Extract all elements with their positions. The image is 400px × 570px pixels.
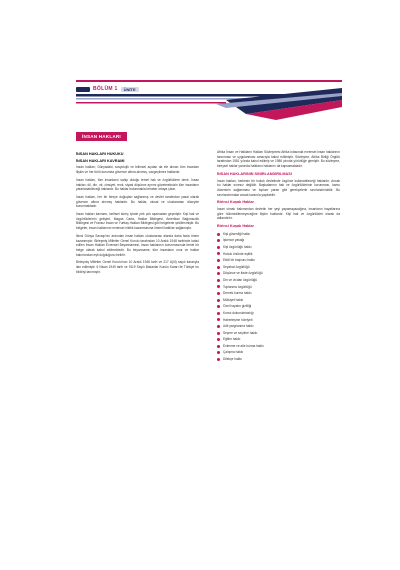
list-item: Adil yargılanma hakkı: [217, 323, 340, 330]
chapter-tag: ÜNİTE: [121, 87, 139, 92]
list-item: Özel hayatın gizliliği: [217, 303, 340, 310]
bullet-icon: [217, 305, 220, 308]
bullet-icon: [217, 239, 220, 242]
chapter-number: BÖLÜM 1: [93, 86, 118, 92]
heading-rights-list: Birinci Kuşak Haklar: [217, 224, 254, 229]
paragraph: Birleşmiş Milletler Genel Kurulu'nun 10 Aralık 1948 tarih ve 217 A(III) sayılı kararıyla ilan edilmiştir. 6 Nisan 1949 tarih ve 9119 Sayılı Bakanlar Kurulu Kararı ile Türkiye bu bildiriyi tanımıştır.: [76, 260, 199, 274]
intro-paragraph: Afrika İnsan ve Halkların Hakları Sözleşmesi Afrika kıtasında evrensel insan haklarının tanınması ve uygulanması amacıyla kabul edilmiştir. Sözleşme, Afrika Birliği Örgütü tarafından 1981 yılında kabul edilmiş ve 1986 yılında yürürlüğe girmiştir. Bu sözleşme, bireysel haklar yanında halkların haklarını da kapsamaktadır.: [217, 150, 340, 169]
bullet-icon: [217, 292, 220, 295]
list-item: Konut dokunulmazlığı: [217, 310, 340, 317]
bullet-icon: [217, 246, 220, 249]
bullet-icon: [217, 345, 220, 348]
left-column: [76, 150, 199, 277]
paragraph: İkinci Dünya Savaşı'nın ardından insan hakları uluslararası alanda daha fazla önem kazanmıştır. Birleşmiş Milletler Genel Kurulu tarafından 10 Aralık 1948 tarihinde kabul edilen İnsan Hakları Evrensel Beyannamesi, insan haklarının korunmasında temel bir belge olarak kabul edilmektedir. Bu beyanname, tüm insanların onur ve haklar bakımından eşit doğduğunu belirtir.: [76, 233, 199, 257]
paragraph: İnsan hakları, her bir bireye doğuştan sağlanmış ve devlet tarafından yasal olarak güvence altına alınmış haklardır. Bu haklar, ulusal ve uluslararası düzeyde korunmaktadır.: [76, 194, 199, 209]
bullet-icon: [217, 332, 220, 335]
bullet-icon: [217, 259, 220, 262]
list-item: Etkili bir başvuru hakkı: [217, 257, 340, 264]
list-item: Toplanma özgürlüğü: [217, 284, 340, 291]
first-generation-paragraph: İnsan olmak bakımından devletin her şeyi yapamayacağına, insanların hayatlarına göre hükmedilemeyeceğine ilişkin haklardır. Kişi hak ve özgürlükleri olarak da adlandırılır.: [217, 207, 340, 221]
section-title-bar: [76, 132, 127, 141]
chapter-label: [76, 86, 139, 92]
list-item: Evlenme ve aile kurma hakkı: [217, 343, 340, 350]
bullet-icon: [217, 338, 220, 341]
list-item: Kişi güvenliği hakkı: [217, 231, 340, 238]
paragraph: İnsan hakları; Dünyadaki, sosyolojik ve bilimsel açıdan da ele alınan tüm insanları ilişkin ve her türlü durumda güvence altına alınmış, vazgeçilmez haklardır.: [76, 165, 199, 175]
rights-list: [217, 231, 340, 363]
bullet-icon: [217, 285, 220, 288]
heading-human-rights-law: İNSAN HAKLARI HUKUKU: [76, 152, 124, 156]
bullet-icon: [217, 358, 220, 361]
textbook-page: [76, 80, 342, 470]
list-item: Hukuk önünde eşitlik: [217, 251, 340, 258]
bullet-icon: [217, 252, 220, 255]
list-item: Mülkiyet hakkı: [217, 297, 340, 304]
bullet-icon: [217, 299, 220, 302]
page-header: [76, 80, 342, 120]
list-item: Haberleşme hürriyeti: [217, 317, 340, 324]
paragraph: İnsan hakları, tüm insanların sahip olduğu temel hak ve özgürlüklere denir. İnsan hakları; dil, din, ırk, cinsiyet, renk, siyasi düşünce ayrımı gözetmeksizin tüm insanların yararlanabileceği haklardır. Bu haklar bulunmakla beraber ortaya çıkar.: [76, 177, 199, 192]
bullet-icon: [217, 312, 220, 315]
limitations-paragraph: İnsan hakları, herkesin bir hukuk devletinde özgürce kullanabileceği haklardır. Ancak bu haklar sınırsız değildir. Başkalarının hak ve özgürlüklerinin korunması, kamu düzeninin sağlanması ve toplum yararı gibi gerekçelerle sınırlandırılabilir. Bu sınırlandırmalar ancak kanunla yapılabilir.: [217, 178, 340, 197]
list-item: Dilekçe hakkı: [217, 356, 340, 363]
list-item: Çalışma hakkı: [217, 350, 340, 357]
right-column: [217, 150, 340, 363]
bullet-icon: [217, 272, 220, 275]
list-item: İşkence yasağı: [217, 237, 340, 244]
bullet-icon: [217, 266, 220, 269]
section-title: İNSAN HAKLARI: [82, 134, 121, 139]
list-item: Düşünce ve ifade özgürlüğü: [217, 270, 340, 277]
bullet-icon: [217, 325, 220, 328]
bullet-icon: [217, 279, 220, 282]
paragraph: İnsan hakları kavramı, tarihsel süreç içinde pek çok aşamadan geçmiştir. Kişi hak ve özgürlüklerinin gelişimi; Magna Carta, Haklar Bildirgesi, Amerikan Bağımsızlık Bildirgesi ve Fransız İnsan ve Yurttaş Hakları Bildirgesi gibi belgelerle şekillenmiştir. Bu belgeler, insan haklarının evrensel nitelik kazanmasına önemli katkılar sağlamıştır.: [76, 212, 199, 231]
list-item: Kişi özgürlüğü hakkı: [217, 244, 340, 251]
heading-human-rights-concept: İNSAN HAKLARI KAVRAMI: [76, 158, 125, 163]
list-item: Seyahat özgürlüğü: [217, 264, 340, 271]
publisher-logo-icon: [76, 87, 90, 92]
list-item: Dernek kurma hakkı: [217, 290, 340, 297]
list-item: Eğitim hakkı: [217, 336, 340, 343]
list-item: Seçme ve seçilme hakkı: [217, 330, 340, 337]
heading-limitations: İNSAN HAKLARININ SINIRLANDIRILMASI: [217, 171, 292, 176]
bullet-icon: [217, 351, 220, 354]
list-item: Din ve vicdan özgürlüğü: [217, 277, 340, 284]
heading-first-generation: Birinci Kuşak Haklar: [217, 200, 254, 205]
bullet-icon: [217, 233, 220, 236]
bullet-icon: [217, 318, 220, 321]
